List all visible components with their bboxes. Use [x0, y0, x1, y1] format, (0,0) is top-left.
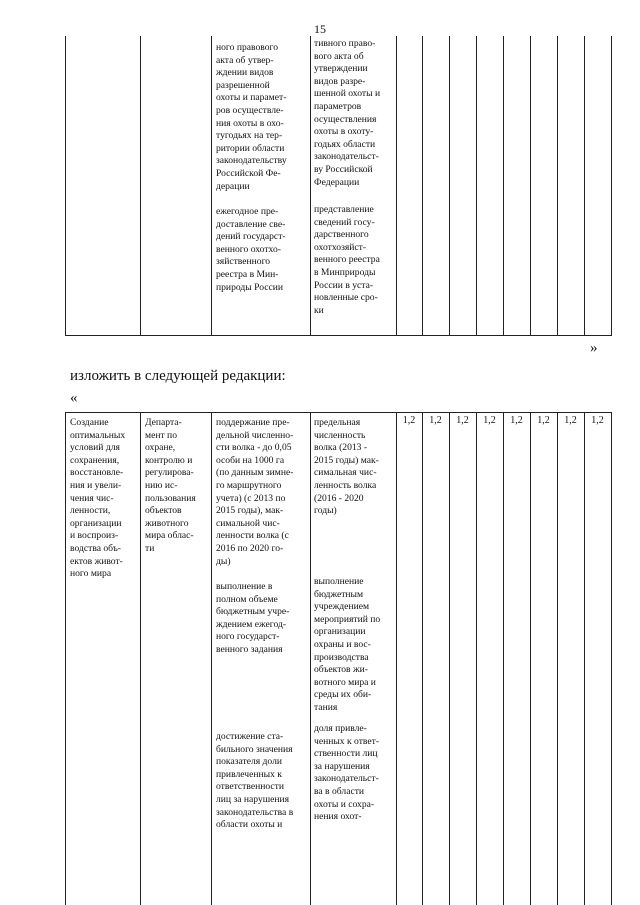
indicator-text-2: выполнение бюджетным учреждением мероприятий по организации охраны и вос- производства объектов жи- вотного мира и среды их оби- тания [314, 576, 381, 713]
value-cell: 1,2 [510, 415, 523, 426]
opening-quote: « [70, 390, 78, 406]
column-divider [449, 36, 450, 335]
section-heading: изложить в следующей редакции: [70, 368, 286, 384]
top-col3-text-1: ного правового акта об утвер- ждении видов разрешенной охоты и парамет- ров осуществле- ния охоты в охо- тугодьях на тер- ритории области законодательству Российской Фе- дерации [216, 42, 287, 192]
value-cell: 1,2 [591, 415, 604, 426]
column-divider [503, 413, 504, 905]
indicator-text-1: предельная численность волка (2013 - 2015 годы) мак- симальная чис- ленность волка (2016 - 2020 годы) [314, 417, 379, 517]
column-divider [211, 36, 212, 335]
column-divider [140, 413, 141, 905]
column-divider [396, 413, 397, 905]
column-divider [310, 36, 311, 335]
value-cell: 1,2 [402, 415, 416, 426]
goal-cell: Создание оптимальных условий для сохранения, восстановле- ния и увели- чения чис- ленности, организации и воспроиз- водства объ- ектов живот- ного мира [70, 417, 126, 580]
column-divider [530, 36, 531, 335]
column-divider [503, 36, 504, 335]
column-divider [422, 413, 423, 905]
task-text-2: выполнение в полном объеме бюджетным учре- ждением ежегод- ного государст- венного задания [216, 581, 290, 655]
bottom-table [65, 412, 612, 905]
top-col4-text-2: представление сведений госу- дарственного охотхозяйст- венного реестра в Минприроды России в уста- новленные сро- ки [314, 204, 380, 316]
column-divider [476, 36, 477, 335]
column-divider [396, 36, 397, 335]
page-number: 15 [314, 22, 326, 36]
task-text-3: достижение ста- бильного значения показателя доли привлеченных к ответственности лиц за нарушения законодательства в области охоты и [216, 731, 294, 831]
top-col3-text-2: ежегодное пре- доставление све- дений государст- венного охотхо- зяйственного реестра в Мин- природы России [216, 206, 286, 293]
task-text-1: поддержание пре- дельной численно- сти волка - до 0,05 особи на 1000 га (по данным зимне- го маршрутного учета) (с 2013 по 2015 годы), мак- симальной чис- ленности волка (с 2016 по 2020 го- ды) [216, 417, 294, 567]
column-divider [422, 36, 423, 335]
value-cell: 1,2 [537, 415, 550, 426]
column-divider [557, 36, 558, 335]
column-divider [140, 36, 141, 335]
top-table [65, 36, 612, 336]
top-col4-text-1: тивного право- вого акта об утверждении видов разре- шенной охоты и параметров осуществления охоты в охоту- годьях области законодательст- ву Российской Федерации [314, 38, 381, 188]
closing-quote: » [590, 340, 598, 356]
value-cell: 1,2 [429, 415, 442, 426]
column-divider [310, 413, 311, 905]
column-divider [584, 36, 585, 335]
department-cell: Департа- мент по охране, контролю и регулирова- нию ис- пользования объектов животного мира облас- ти [145, 417, 196, 554]
column-divider [557, 413, 558, 905]
value-cell: 1,2 [564, 415, 577, 426]
value-cell: 1,2 [456, 415, 469, 426]
column-divider [530, 413, 531, 905]
column-divider [211, 413, 212, 905]
indicator-text-3: доля привле- ченных к ответ- ственности лиц за нарушения законодательст- ва в области охоты и сохра- нения охот- [314, 723, 380, 823]
value-cell: 1,2 [483, 415, 496, 426]
column-divider [584, 413, 585, 905]
column-divider [476, 413, 477, 905]
column-divider [449, 413, 450, 905]
